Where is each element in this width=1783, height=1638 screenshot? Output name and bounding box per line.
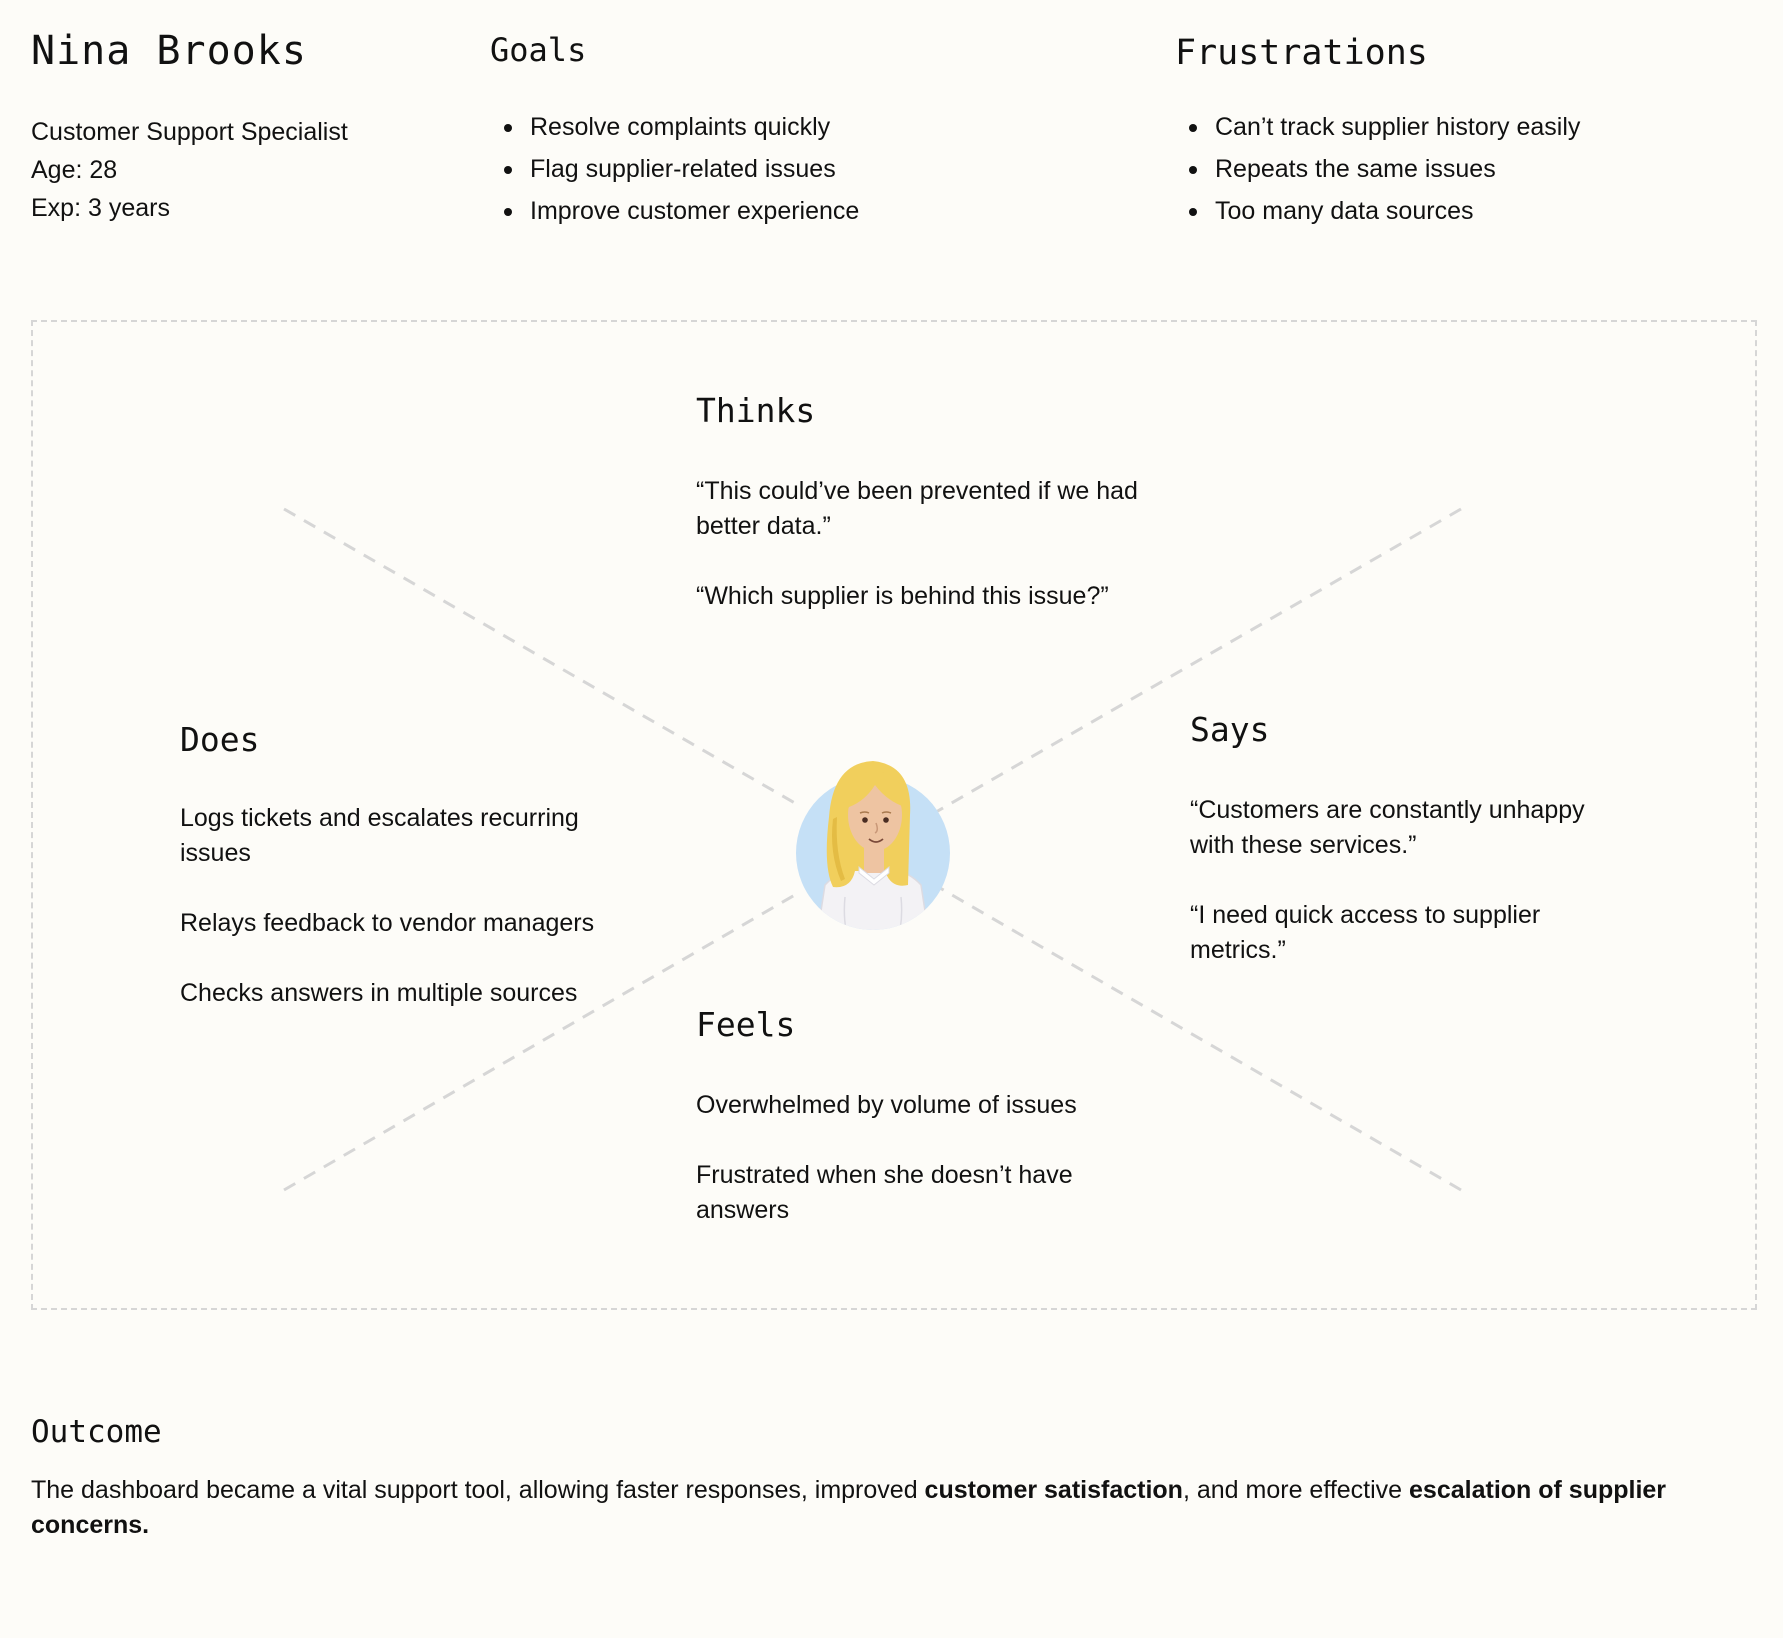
outcome-heading: Outcome [31,1414,162,1450]
does-heading: Does [180,720,260,759]
frustrations-heading: Frustrations [1175,33,1428,73]
outcome-highlight: customer satisfaction [924,1476,1183,1504]
says-item: “I need quick access to supplier metrics.” [1190,901,1541,964]
thinks-item: “Which supplier is behind this issue?” [696,582,1109,610]
goal-item: Resolve complaints quickly [490,106,859,148]
does-section [180,801,650,1046]
outcome-text-part: The dashboard became a vital support tool, allowing faster responses, improved [31,1476,925,1504]
thinks-heading: Thinks [696,391,816,430]
does-item: Relays feedback to vendor managers [180,909,595,937]
goals-heading: Goals [490,31,587,69]
persona-name: Nina Brooks [31,28,307,74]
feels-item: Frustrated when she doesn’t have answers [696,1161,1073,1224]
thinks-section [696,474,1166,649]
woman-avatar-icon [789,757,959,937]
outcome-text-part: , and more effective [1182,1476,1410,1504]
does-item: Checks answers in multiple sources [180,979,578,1007]
feels-heading: Feels [696,1005,796,1044]
goal-item: Improve customer experience [490,190,859,232]
feels-item: Overwhelmed by volume of issues [696,1091,1077,1119]
persona-role: Customer Support Specialist [31,118,348,146]
outcome-text [31,1473,1751,1543]
says-section [1190,793,1630,1003]
says-item: “Customers are constantly unhappy with these services.” [1190,796,1585,859]
says-heading: Says [1190,710,1270,749]
goal-item: Flag supplier-related issues [490,148,859,190]
feels-section [696,1088,1166,1263]
frustration-item: Can’t track supplier history easily [1175,106,1580,148]
outcome-highlight: escalation of supplier concerns. [31,1476,1667,1539]
frustration-item: Repeats the same issues [1175,148,1580,190]
persona-experience: Exp: 3 years [31,194,170,222]
persona-age: Age: 28 [31,156,118,184]
frustration-item: Too many data sources [1175,190,1580,232]
does-item: Logs tickets and escalates recurring issues [180,804,579,867]
thinks-item: “This could’ve been prevented if we had better data.” [696,477,1138,540]
